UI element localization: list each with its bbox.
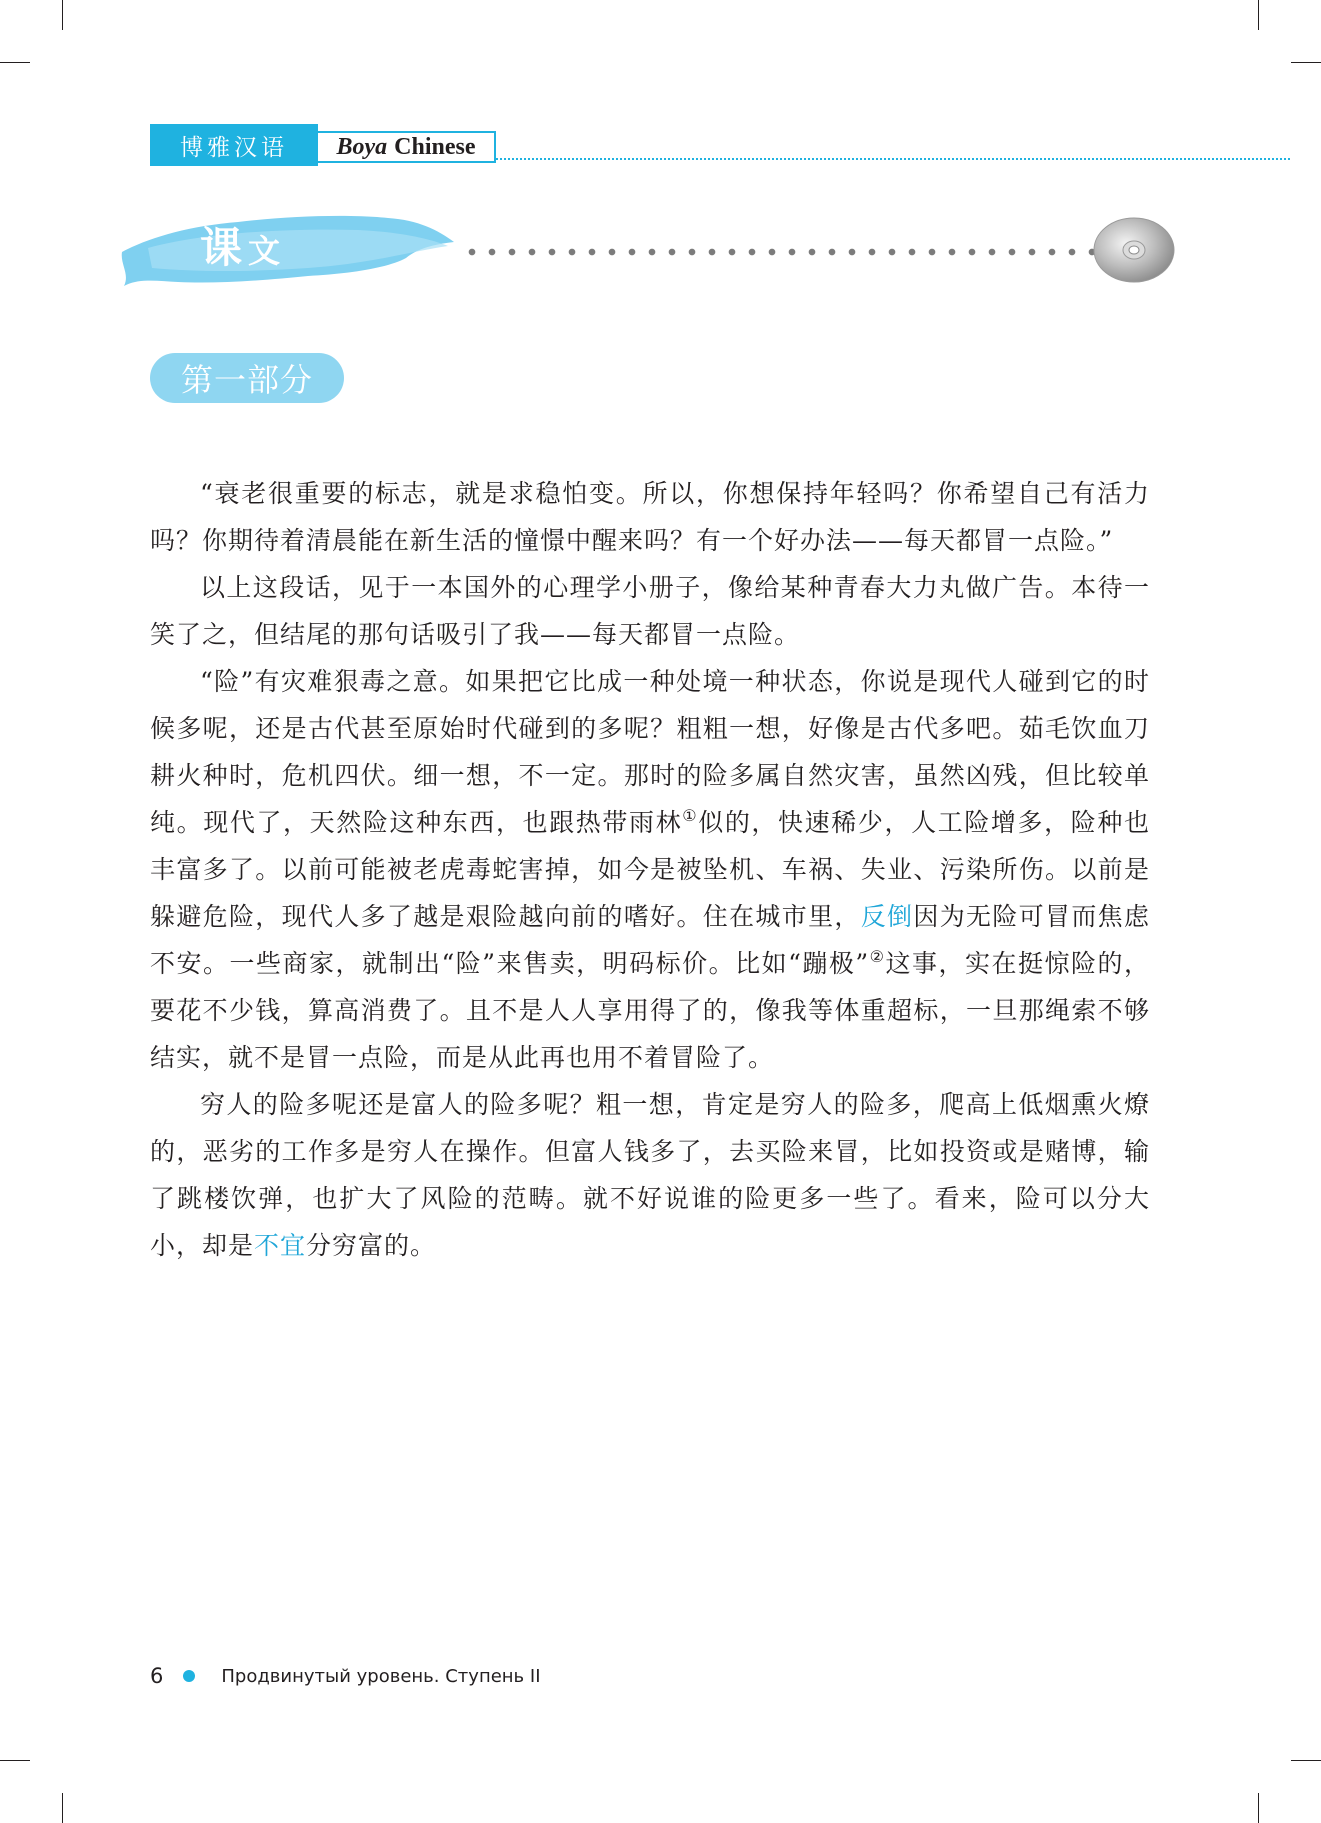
- crop-mark: [1258, 1793, 1259, 1823]
- crop-mark: [1291, 62, 1321, 63]
- vocab-highlight[interactable]: 不宜: [254, 1231, 307, 1260]
- article-text: [150, 470, 1150, 1269]
- brush-stroke-icon: [118, 208, 458, 294]
- paragraph: [150, 1081, 1150, 1269]
- footnote-marker[interactable]: ②: [869, 947, 886, 966]
- paragraph: [150, 564, 1150, 658]
- paragraph-text: 分穷富的。: [306, 1231, 437, 1260]
- header-dotted-line: [496, 158, 1290, 160]
- paragraph: [150, 658, 1150, 1081]
- page-footer: [150, 1664, 541, 1688]
- footnote-marker[interactable]: ①: [682, 806, 699, 825]
- crop-mark: [1291, 1760, 1321, 1761]
- brand-chinese: 博雅汉语: [150, 124, 318, 166]
- crop-mark: [1258, 0, 1259, 30]
- vocab-highlight[interactable]: 反倒: [860, 902, 914, 931]
- brand-english: [318, 131, 496, 163]
- paragraph-text: “险”有灾难狠毒之意。如果把它比成一种处境一种状态，你说是现代人碰到它的时候多呢，还是古代甚至原始时代碰到的多呢？粗粗一想，好像是古代多吧。茹毛饮血刀耕火种时，危机四伏。细一想，不一定。那时的险多属自然灾害，虽然凶残，但比较单纯。现代了，天然险这种东西，也跟热带雨林: [150, 667, 1150, 837]
- paragraph-text: 穷人的险多呢还是富人的险多呢？粗一想，肯定是穷人的险多，爬高上低烟熏火燎的，恶劣的工作多是穷人在操作。但富人钱多了，去买险来冒，比如投资或是赌博，输了跳楼饮弹，也扩大了风险的范畴。就不好说谁的险更多一些了。看来，险可以分大小，却是: [150, 1090, 1150, 1260]
- brand-english-italic: Boya: [336, 133, 388, 160]
- footer-level-text: Продвинутый уровень. Ступень II: [221, 1665, 541, 1687]
- section-title-big: 课: [200, 223, 249, 272]
- paragraph-text: 这事，实在挺惊险的，要花不少钱，算高消费了。且不是人人享用得了的，像我等体重超标，一旦那绳索不够结实，就不是冒一点险，而是从此再也用不着冒险了。: [150, 949, 1150, 1072]
- page-number: 6: [150, 1664, 164, 1688]
- section-title: [200, 215, 286, 275]
- paragraph-text: 似的，快速稀少，人工险增多，险种也丰富多了。以前可能被老虎毒蛇害掉，如今是被坠机、车祸、失业、污染所伤。以前是躲避危险，现代人多了越是艰险越向前的嗜好。住在城市里，: [150, 808, 1150, 931]
- part-tag: 第一部分: [150, 353, 344, 403]
- section-title-small: 文: [248, 232, 287, 270]
- book-header: [150, 124, 496, 166]
- paragraph-text: 以上这段话，见于一本国外的心理学小册子，像给某种青春大力丸做广告。本待一笑了之，但结尾的那句话吸引了我——每天都冒一点险。: [150, 573, 1150, 649]
- paragraph-text: 因为无险可冒而焦虑不安。一些商家，就制出“险”来售卖，明码标价。比如“蹦极”: [150, 902, 1150, 978]
- paragraph-text: “衰老很重要的标志，就是求稳怕变。所以，你想保持年轻吗？你希望自己有活力吗？你期待着清晨能在新生活的憧憬中醒来吗？有一个好办法——每天都冒一点险。”: [150, 479, 1150, 555]
- paragraph: [150, 470, 1150, 564]
- crop-mark: [0, 62, 30, 63]
- cd-audio-icon[interactable]: [1090, 210, 1176, 286]
- crop-mark: [62, 0, 63, 30]
- bullet-dot-icon: [183, 1670, 195, 1682]
- crop-mark: [62, 1793, 63, 1823]
- brand-english-word: Chinese: [394, 133, 476, 160]
- dotted-separator: [462, 248, 1100, 256]
- crop-mark: [0, 1760, 30, 1761]
